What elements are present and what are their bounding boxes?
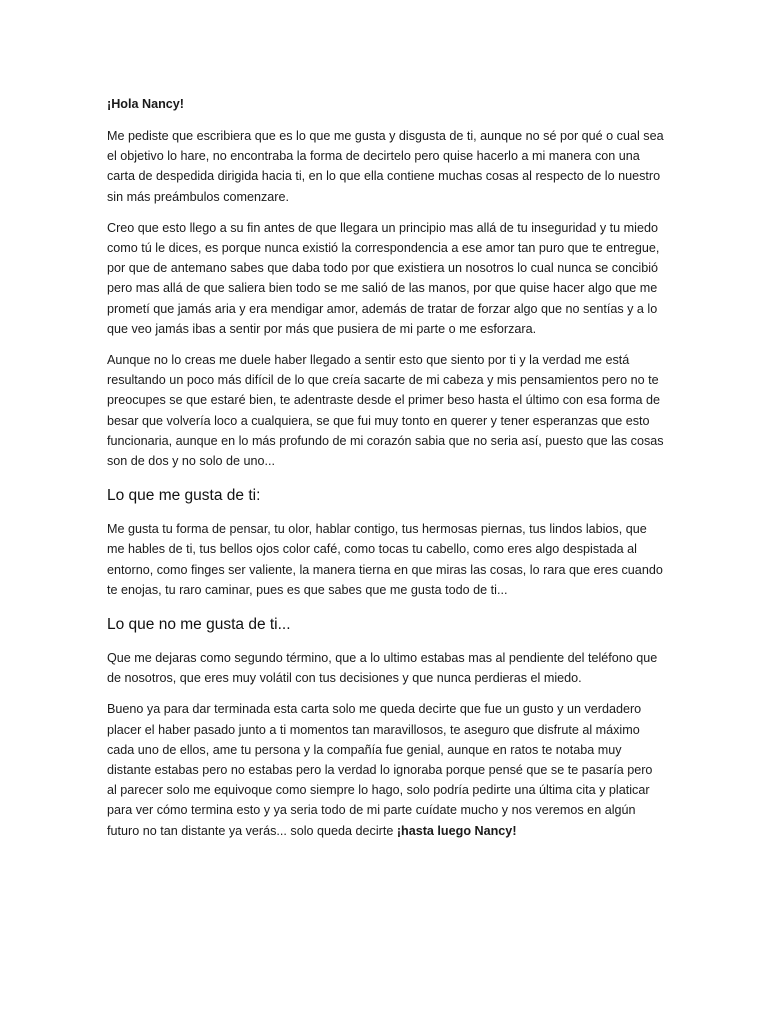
likes-paragraph: Me gusta tu forma de pensar, tu olor, hablar contigo, tus hermosas piernas, tus lindos labios, que me hables de ti, tus bellos ojos color café, como tocas tu cabello, como eres algo despistada al entorno, como finges ser valiente, la manera tierna en que miras las cosas, lo rara que eres cuando te enojas, tu raro caminar, pues es que sabes que me gusta todo de ti...: [107, 522, 663, 597]
closing-farewell: ¡hasta luego Nancy!: [396, 823, 517, 838]
intro-paragraph-2: Creo que esto llego a su fin antes de que llegara un principio mas allá de tu inseguridad y tu miedo como tú le dices, es porque nunca existió la correspondencia a ese amor tan puro que te entregue, por que de antemano sabes que daba todo por que existiera un nosotros lo cual nunca se concibió pero mas allá de que saliera bien todo se me salió de las manos, por que quise hacer algo que me prometí que jamás aria y era mendigar amor, además de tratar de forzar algo que no sentías y a lo que veo jamás ibas a sentir por más que pusiera de mi parte o me esforzara.: [107, 220, 660, 336]
dislikes-heading: Lo que no me gusta de ti...: [107, 616, 291, 634]
intro-paragraph-3: Aunque no lo creas me duele haber llegado a sentir esto que siento por ti y la verdad me está resultando un poco más difícil de lo que creía sacarte de mi cabeza y mis pensamientos pero no te preocupes se que estaré bien, te adentraste desde el primer beso hasta el último con esa forma de besar que volvería loco a cualquiera, se que fui muy tonto en querer y tener esperanzas que esto funcionaria, aunque en lo más profundo de mi corazón sabia que no seria así, puesto que las cosas son de dos y no solo de uno...: [107, 353, 664, 469]
dislikes-paragraph: Que me dejaras como segundo término, que a lo ultimo estabas mas al pendiente del teléfono que de nosotros, que eres muy volátil con tus decisiones y que nunca perdieras el miedo.: [107, 651, 658, 686]
closing-text: Bueno ya para dar terminada esta carta solo me queda decirte que fue un gusto y un verdadero placer el haber pasado junto a ti momentos tan maravillosos, te aseguro que disfrute al máximo cada uno de ellos, ame tu persona y la compañía fue genial, aunque en ratos te notaba muy distante estabas pero no estabas pero la verdad lo ignoraba porque pensé que se te pasaría pero al parecer solo me equivoque como siempre lo hago, solo podría pedirte una última cita y platicar para ver cómo termina esto y ya seria todo de mi parte cuídate mucho y nos veremos en algún futuro no tan distante ya verás... solo queda decirte: [107, 702, 653, 838]
intro-paragraph-1: Me pediste que escribiera que es lo que me gusta y disgusta de ti, aunque no sé por qué o cual sea el objetivo lo hare, no encontraba la forma de decirtelo pero quise hacerlo a mi manera con una carta de despedida dirigida hacia ti, en lo que ella contiene muchas cosas al respecto de lo nuestro sin más preámbulos comenzare.: [107, 129, 664, 204]
likes-heading: Lo que me gusta de ti:: [107, 487, 261, 505]
closing-paragraph: [107, 699, 664, 840]
letter-greeting: ¡Hola Nancy!: [107, 97, 184, 111]
